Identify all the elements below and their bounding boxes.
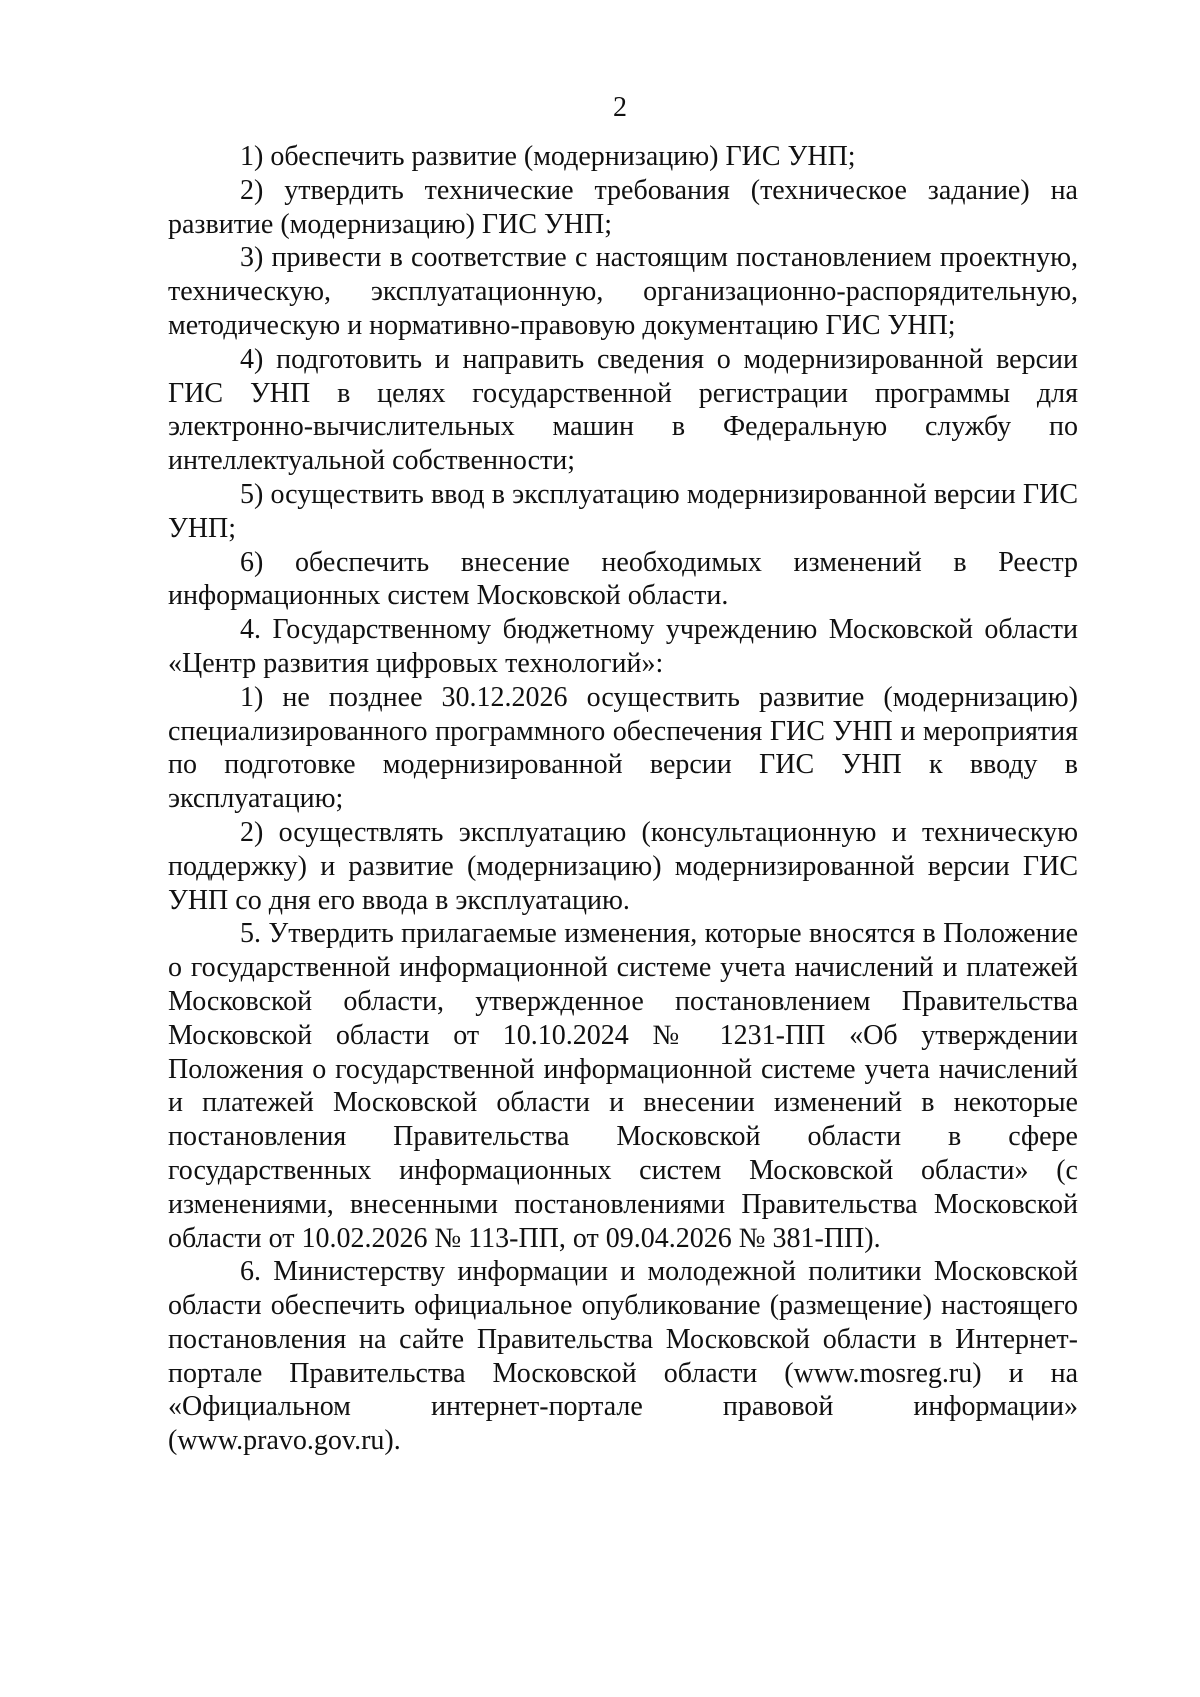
paragraph-7: 4. Государственному бюджетному учреждению Московской области «Центр развития цифровых технологий»: <box>168 614 1078 679</box>
paragraph-11: 6. Министерству информации и молодежной политики Московской области обеспечить официальное опубликование (размещение) настоящего постановления на сайте Правительства Московской области в Интернет-портале Правительства Московской области (www.mosreg.ru) и на «Официальном интернет-портале правовой информации» (www.pravo.gov.ru). <box>168 1256 1078 1457</box>
paragraph-10: 5. Утвердить прилагаемые изменения, которые вносятся в Положение о государственной информационной системе учета начислений и платежей Московской области, утвержденное постановлением Правительства Московской области от 10.10.2024 № 1231-ПП «Об утверждении Положения о государственной информационной системе учета начислений и платежей Московской области и внесении изменений в некоторые постановления Правительства Московской области в сфере государственных информационных систем Московской области» (с изменениями, внесенными постановлениями Правительства Московской области от 10.02.2026 № 113-ПП, от 09.04.2026 № 381-ПП). <box>168 918 1078 1254</box>
page-number: 2 <box>613 92 627 123</box>
paragraph-2: 2) утвердить технические требования (техническое задание) на развитие (модернизацию) ГИС УНП; <box>168 174 1078 240</box>
paragraph-5: 5) осуществить ввод в эксплуатацию модернизированной версии ГИС УНП; <box>168 478 1078 544</box>
paragraph-9: 2) осуществлять эксплуатацию (консультационную и техническую поддержку) и развитие (модернизацию) модернизированной версии ГИС УНП со дня его ввода в эксплуатацию. <box>168 816 1078 916</box>
paragraph-8: 1) не позднее 30.12.2026 осуществить развитие (модернизацию) специализированного программного обеспечения ГИС УНП и мероприятия по подготовке модернизированной версии ГИС УНП к вводу в эксплуатацию; <box>168 681 1078 815</box>
document-body <box>168 140 1078 1458</box>
paragraph-6: 6) обеспечить внесение необходимых изменений в Реестр информационных систем Московской области. <box>168 546 1078 612</box>
paragraph-3: 3) привести в соответствие с настоящим постановлением проектную, техническую, эксплуатационную, организационно-распорядительную, методическую и нормативно-правовую документацию ГИС УНП; <box>168 242 1078 341</box>
paragraph-1: 1) обеспечить развитие (модернизацию) ГИС УНП; <box>240 141 856 172</box>
paragraph-4: 4) подготовить и направить сведения о модернизированной версии ГИС УНП в целях государственной регистрации программы для электронно-вычислительных машин в Федеральную службу по интеллектуальной собственности; <box>168 343 1078 477</box>
